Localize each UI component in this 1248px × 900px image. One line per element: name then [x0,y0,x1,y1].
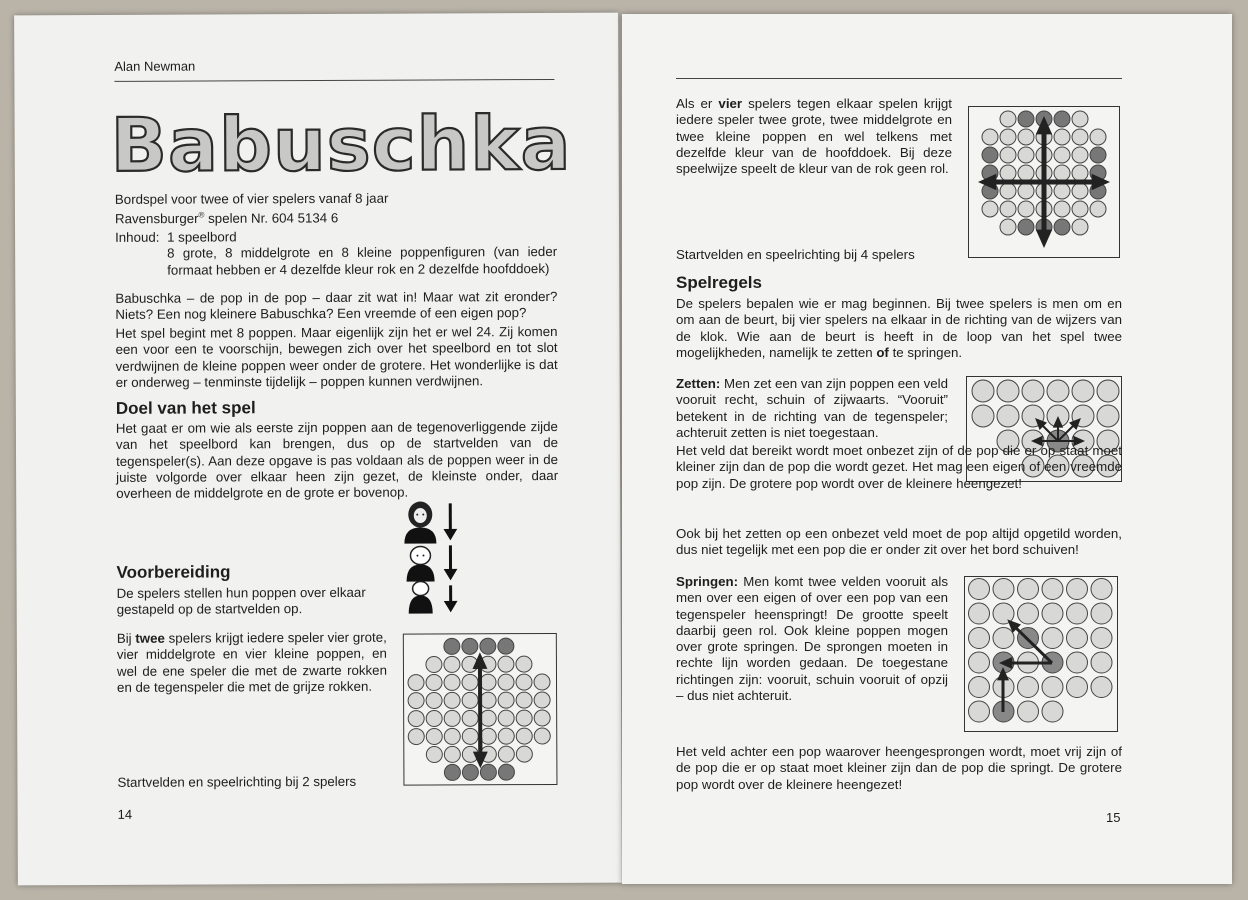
board-field [1091,603,1112,624]
board-field [462,674,478,690]
board-field [408,675,424,691]
board-field [426,674,442,690]
board-field [1018,219,1034,235]
springen-diagram [964,576,1118,732]
board-field [1054,129,1070,145]
twee-spelers-paragraph: Bij twee spelers krijgt iedere speler vier grote, vier middelgrote en vier kleine poppen, en wel de ene speler die met de zwarte rokken en de tegenspeler die met de grijze rokken. [116,629,387,695]
board-field [426,746,442,762]
board-field [969,628,990,649]
board-field [1091,652,1112,673]
zetten-paragraph-3: Ook bij het zetten op een onbezet veld moet de pop altijd opgetild worden, dus niet tegelijk met een pop die er onder zit over het bord schuiven! [676,526,1122,558]
board-field [1072,165,1088,181]
board-field [1018,677,1039,698]
springen-paragraph: Springen: Men komt twee velden vooruit als men over een eigen of over een pop van een tegenspeler heenspringt! De grootte speelt daarbij geen rol. Ook kleine poppen mogen over grote springen. De sprongen moeten in rechte lijn worden gedaan. De toegestane richtingen zijn: vooruit, schuin vooruit of opzij – dus niet achteruit. [676,574,948,704]
board-field [969,677,990,698]
board-field [1018,147,1034,163]
board-field [1000,147,1016,163]
board-field [1000,111,1016,127]
board-field [1072,129,1088,145]
subtitle [115,190,555,228]
board-field [444,656,460,672]
board-field [1090,129,1106,145]
board-field [1067,677,1088,698]
board-field [516,656,532,672]
board-field [1022,380,1044,402]
board-field [1054,183,1070,199]
board-field [1042,579,1063,600]
board-field [426,656,442,672]
caption-4-players: Startvelden en speelrichting bij 4 spelers [676,247,915,262]
board-field [498,638,514,654]
board-field [982,201,998,217]
board-field [1000,165,1016,181]
right-page [622,14,1232,884]
board-field [480,692,496,708]
board-field [444,692,460,708]
header-rule [114,79,554,82]
board-field [498,746,514,762]
intro-paragraph-2: Het spel begint met 8 poppen. Maar eigenlijk zijn het er wel 24. Zij komen een voor een te voorschijn, bewegen zich over het speelbord en tot slot verdwijnen de kleine poppen weer onder de grotere. Het wonderlijke is dat er onderweg – tenminste tijdelijk – poppen kunnen verdwijnen. [115,323,558,390]
board-field [1042,603,1063,624]
board-field [1072,201,1088,217]
arrow-head-icon [1036,230,1052,248]
board-field [426,710,442,726]
board-field [972,380,994,402]
board-field [480,710,496,726]
board-field [1047,380,1069,402]
board-field [1018,579,1039,600]
spelregels-paragraph: De spelers bepalen wie er mag beginnen. Bij twee spelers is men om en om aan de beurt, bij vier spelers na elkaar in de richting van de wijzers van de klok. Wie aan de beurt is heeft in de loop van het spel twee mogelijkheden, namelijk te zetten of te springen. [676,296,1122,360]
board-field [534,728,550,744]
board-field [1000,183,1016,199]
board-field [1018,701,1039,722]
board-field [408,711,424,727]
board-field [1018,603,1039,624]
board-field [997,380,1019,402]
board-field [1072,183,1088,199]
board-field [1018,111,1034,127]
board-field [498,692,514,708]
board-field [516,692,532,708]
board-field [534,692,550,708]
board-field [444,638,460,654]
board-field [982,129,998,145]
board-field [1018,129,1034,145]
board-2-players-diagram [403,633,558,786]
board-field [408,693,424,709]
board-field [534,710,550,726]
board-field [993,579,1014,600]
board-field [1054,147,1070,163]
board-field [1067,579,1088,600]
board-field [969,579,990,600]
board-field [516,728,532,744]
board-field [1042,628,1063,649]
board-field [1054,165,1070,181]
board-field [1054,201,1070,217]
board-field [1000,129,1016,145]
board-field [1054,219,1070,235]
subtitle-line-2: Ravensburger® spelen Nr. 604 5134 6 [114,210,339,227]
zetten-paragraph-2: Het veld dat bereikt wordt moet onbezet zijn of de pop die er op staat moet kleiner zijn dan de pop die wordt gezet. Het mag een eigen of een vreemde pop zijn. De grotere pop wordt over de kleinere heengezet! [676,443,1122,491]
page-number-right: 15 [1106,810,1121,825]
intro-paragraph-1: Babuschka – de pop in de pop – daar zit wat in! Maar wat zit eronder? Niets? Een nog kleinere Babuschka? Een vreemde of een eigen pop? [115,288,558,323]
board-field [993,628,1014,649]
board-field [1067,652,1088,673]
zetten-paragraph: Zetten: Men zet een van zijn poppen een veld vooruit recht, schuin of zijwaarts. “Vooruit” betekent in de richting van de tegenspeler; achteruit zetten is niet toegestaan. [676,376,949,440]
board-field [1018,165,1034,181]
board-field [1018,183,1034,199]
board-field [516,746,532,762]
board-field [1091,677,1112,698]
board-field [480,764,496,780]
left-page [14,13,622,886]
down-arrow-icon [444,503,456,611]
board-field [462,692,478,708]
springen-paragraph-2: Het veld achter een pop waarover heengesprongen wordt, moet vrij zijn of de pop die er op staat moet kleiner zijn dan de pop die springt. De grotere pop wordt over de kleinere heengezet! [676,744,1122,792]
inhoud-label: Inhoud: [115,229,160,245]
board-field [444,746,460,762]
inhoud-item-1: 1 speelbord [167,229,237,245]
board-field [534,674,550,690]
board-field [462,638,478,654]
board-field [498,674,514,690]
inhoud-items [167,228,557,279]
inhoud-item-2: 8 grote, 8 middelgrote en 8 kleine poppenfiguren (van ieder formaat hebben er 4 dezelfde kleur rok en 2 dezelfde hoofddoek) [167,244,558,278]
board-field [1072,219,1088,235]
board-field [498,764,514,780]
board-field [498,710,514,726]
board-field [516,674,532,690]
board-field [1097,380,1119,402]
board-field [1054,111,1070,127]
board-field [1000,219,1016,235]
board-field [969,652,990,673]
board-field [498,656,514,672]
subtitle-line-1: Bordspel voor twee of vier spelers vanaf 8 jaar [114,190,389,207]
board-field [972,405,994,427]
board-field [1097,405,1119,427]
board-field [1018,201,1034,217]
author-name: Alan Newman [114,58,196,74]
board-4-players-diagram [968,106,1120,258]
board-field [1091,628,1112,649]
voorbereiding-heading: Voorbereiding [116,562,231,582]
board-field [1000,201,1016,217]
board-field [480,674,496,690]
board-field [426,692,442,708]
board-field [498,728,514,744]
board-field [480,638,496,654]
board-field [997,405,1019,427]
large-doll-icon [404,501,436,543]
board-field [462,728,478,744]
board-field [1090,147,1106,163]
board-field [462,710,478,726]
board-field [462,764,478,780]
doel-paragraph: Het gaat er om wie als eerste zijn poppen aan de tegenoverliggende zijde van het speelbord kan brengen, dus op de startvelden van de tegenspeler(s). Aan deze opgave is pas voldaan als de poppen weer in de juiste volgorde over elkaar heen zijn gezet, de kleinste onder, daar overheen de middelgrote en de grote er bovenop. [115,418,559,502]
small-doll-icon [409,582,433,614]
board-field [1072,147,1088,163]
doll-stack-illustration [400,499,471,615]
board-field [444,710,460,726]
medium-doll-icon [406,546,434,581]
board-field [982,147,998,163]
page-number-left: 14 [117,806,133,822]
spelregels-heading: Spelregels [676,273,762,292]
doel-heading: Doel van het spel [115,398,256,418]
board-field [1091,579,1112,600]
board-field [480,728,496,744]
board-field [1072,380,1094,402]
board-field [1072,111,1088,127]
board-field [444,764,460,780]
vier-spelers-paragraph: Als er vier spelers tegen elkaar spelen krijgt iedere speler twee grote, twee middelgrote en twee kleine poppen en wel telkens met dezelfde kleur van de hoofddoek. Bij deze speelwijze speelt de kleur van de rok geen rol. [676,96,952,177]
caption-2-players: Startvelden en speelrichting bij 2 spelers [117,773,357,790]
board-field [969,603,990,624]
board-field [408,729,424,745]
board-field [444,674,460,690]
board-field [1042,677,1063,698]
voorbereiding-paragraph: De spelers stellen hun poppen over elkaar gestapeld op de startvelden op. [116,584,366,618]
board-field [969,701,990,722]
board-field [1067,603,1088,624]
board-field [1090,201,1106,217]
page-title: Babuschka [110,100,572,189]
board-field [1067,628,1088,649]
board-field [516,710,532,726]
board-field [426,728,442,744]
board-field [444,728,460,744]
header-rule-right [676,78,1122,79]
board-field [1042,701,1063,722]
